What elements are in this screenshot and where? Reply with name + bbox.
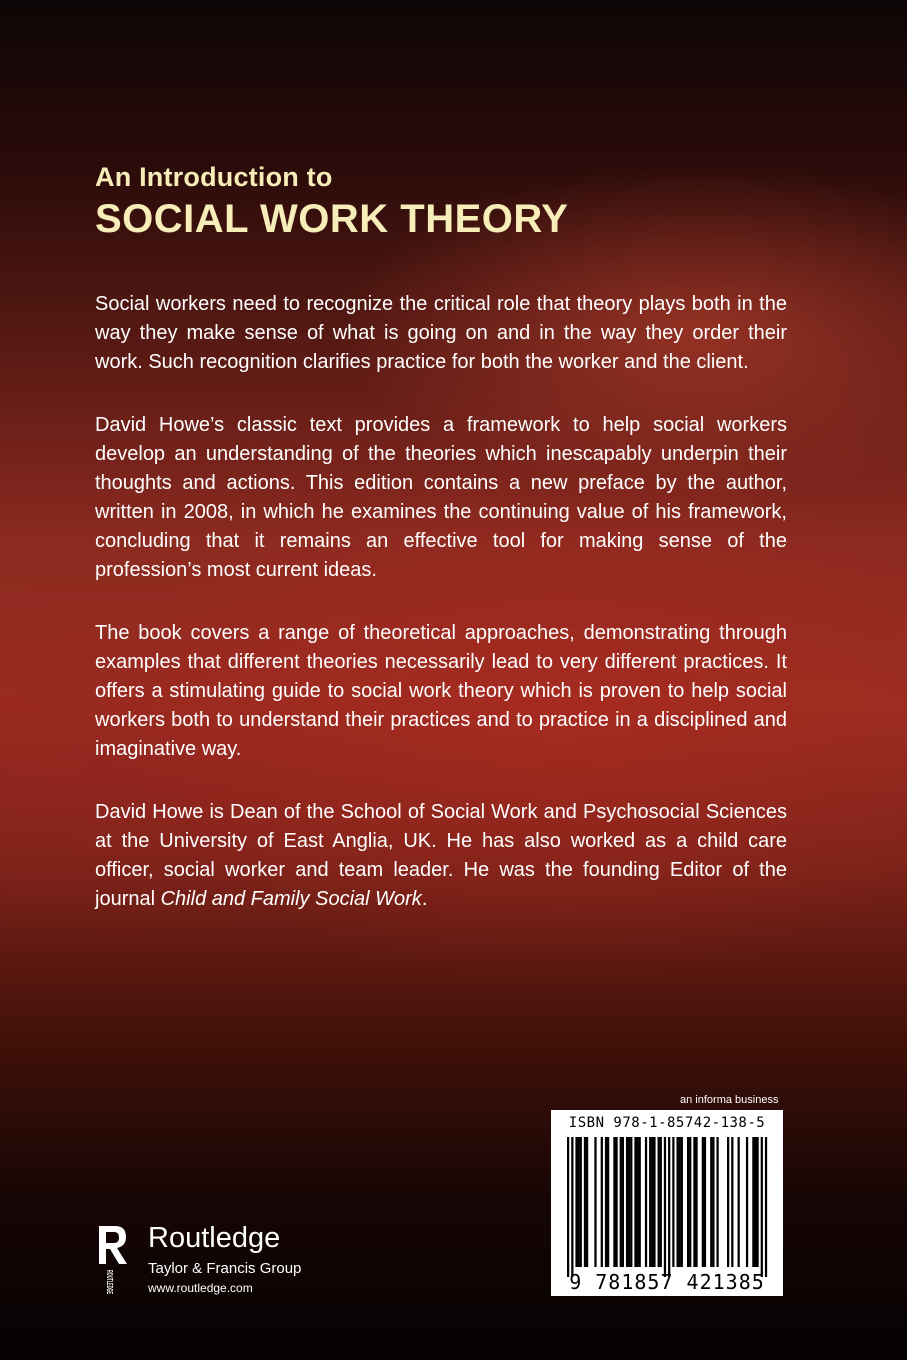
publisher-name: Routledge: [148, 1222, 281, 1254]
barcode-bar: [571, 1137, 573, 1277]
barcode-bar: [679, 1137, 681, 1267]
barcode-bar: [630, 1137, 632, 1267]
barcode-bar: [756, 1137, 758, 1267]
barcode-bar: [664, 1137, 666, 1277]
barcode-bar: [645, 1137, 647, 1267]
barcode-bar: [622, 1137, 624, 1267]
barcode-bar: [607, 1137, 609, 1267]
journal-title: Child and Family Social Work: [160, 888, 422, 910]
author-bio: [95, 798, 787, 914]
publisher-url: www.routledge.com: [148, 1281, 253, 1295]
author-bio-end: .: [421, 888, 428, 910]
barcode-bar: [710, 1137, 712, 1267]
barcode-bar: [676, 1137, 678, 1267]
blurb-paragraph-2: David Howe’s classic text provides a framework to help social workers develop an understanding of the theories which inescapably underpin their thoughts and actions. This edition contains a new preface by the author, written in 2008, in which he examines the continuing value of his framework, concluding that it remains an effective tool for making sense of the profession’s most current ideas.: [95, 414, 787, 581]
barcode-bar: [626, 1137, 628, 1267]
blurb-paragraph-3: The book covers a range of theoretical approaches, demonstrating through examples that different theories necessarily lead to very different practices. It offers a stimulating guide to social work theory which is proven to help social workers both to understand their practices and to practice in a disciplined and imaginative way.: [95, 622, 787, 760]
publisher-group: Taylor & Francis Group: [148, 1260, 302, 1277]
author-bio-text: David Howe is Dean of the School of Social Work and Psychosocial Sciences at the University of East Anglia, UK. He has also worked as a child care officer, social worker and team leader. He was the founding Editor of the journal: [95, 801, 787, 910]
barcode-bar: [567, 1137, 569, 1277]
barcode-bar: [594, 1137, 596, 1267]
barcode-bar: [695, 1137, 697, 1267]
barcode-bar: [765, 1137, 767, 1277]
barcode-bar: [672, 1137, 674, 1267]
barcode-bar: [578, 1137, 580, 1267]
barcode-bar: [580, 1137, 582, 1267]
barcode-bar: [651, 1137, 653, 1267]
barcode-bar: [636, 1137, 638, 1267]
barcode-bar: [634, 1137, 636, 1267]
book-title: [95, 162, 568, 242]
barcode-bar: [653, 1137, 655, 1267]
barcode-bar: [681, 1137, 683, 1267]
informa-tagline: an informa business: [680, 1094, 779, 1106]
logo-vertical-text: ROUTLEDGE: [105, 1270, 115, 1324]
barcode-bar: [716, 1137, 718, 1267]
barcode-bar: [613, 1137, 615, 1267]
barcode-bar: [628, 1137, 630, 1267]
barcode-bar: [586, 1137, 588, 1267]
title-line-2: SOCIAL WORK THEORY: [95, 197, 569, 241]
barcode-bar: [620, 1137, 622, 1267]
barcode-bar: [689, 1137, 691, 1267]
barcode-bar: [601, 1137, 603, 1267]
title-line-1: An Introduction to: [95, 162, 333, 192]
barcode: [551, 1110, 783, 1296]
barcode-bar: [712, 1137, 714, 1267]
barcode-bar: [738, 1137, 740, 1267]
barcode-bar: [702, 1137, 704, 1267]
barcode-bar: [752, 1137, 754, 1267]
barcode-digits: 9 781857 421385: [569, 1270, 765, 1294]
barcode-bar: [704, 1137, 706, 1267]
barcode-bar: [660, 1137, 662, 1267]
barcode-bar: [687, 1137, 689, 1267]
barcode-bar: [668, 1137, 670, 1277]
barcode-bars: [567, 1137, 767, 1277]
barcode-bar: [727, 1137, 729, 1267]
barcode-bar: [605, 1137, 607, 1267]
isbn-label: ISBN 978-1-85742-138-5: [568, 1115, 766, 1131]
barcode-bar: [584, 1137, 586, 1267]
barcode-bar: [761, 1137, 763, 1277]
barcode-bar: [693, 1137, 695, 1267]
barcode-bar: [658, 1137, 660, 1267]
barcode-bar: [575, 1137, 577, 1267]
blurb-paragraph-1: Social workers need to recognize the critical role that theory plays both in the way they make sense of what is going on and in the way they order their work. Such recognition clarifies practice for both the worker and the client.: [95, 293, 787, 373]
routledge-logo-icon: [93, 1220, 133, 1324]
barcode-bar: [746, 1137, 748, 1267]
barcode-bar: [754, 1137, 756, 1267]
barcode-bar: [649, 1137, 651, 1267]
barcode-bar: [639, 1137, 641, 1267]
barcode-bar: [731, 1137, 733, 1267]
barcode-bar: [615, 1137, 617, 1267]
blurb: [95, 290, 787, 914]
